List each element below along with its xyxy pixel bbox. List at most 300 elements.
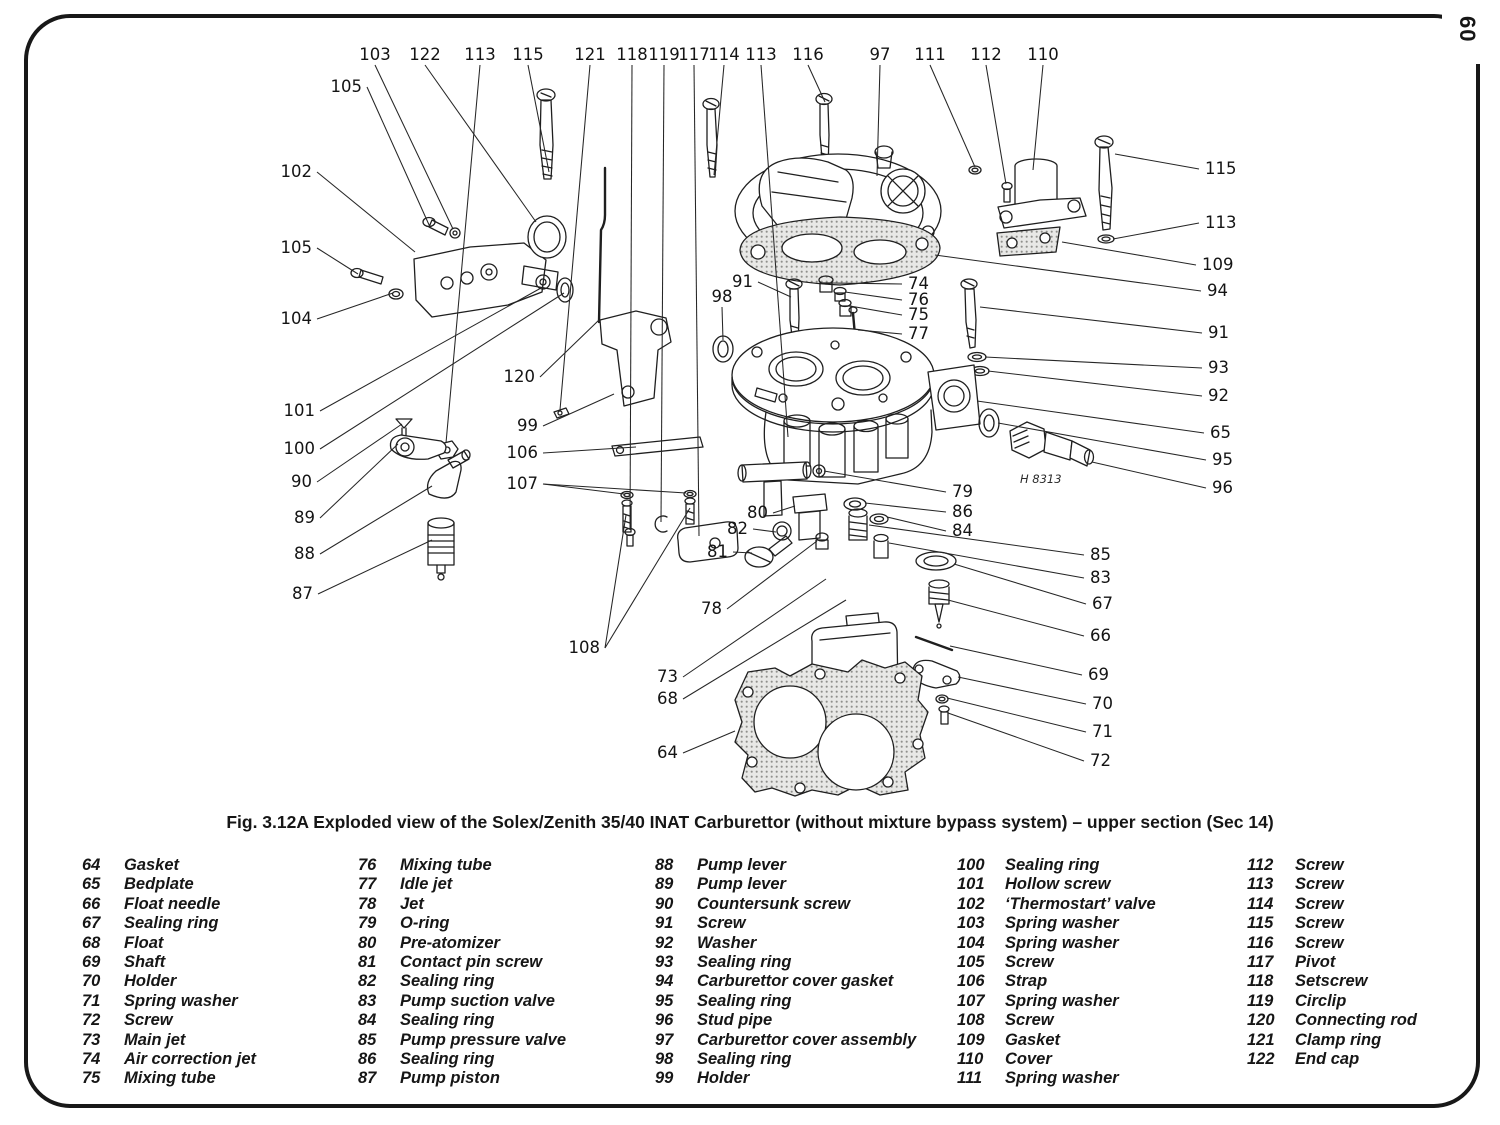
leader-lines: [317, 65, 1206, 761]
legend-item-name: Spring washer: [124, 991, 238, 1010]
callout-105: 105: [280, 238, 312, 257]
callout-85: 85: [1090, 545, 1111, 564]
legend-item: [655, 914, 916, 933]
legend-item: [1247, 1011, 1417, 1030]
part-81-contact-pin-screw: [745, 536, 792, 567]
legend-item: [957, 1011, 1156, 1030]
legend-item-number: 111: [957, 1069, 983, 1088]
callout-labels: [281, 45, 1237, 770]
leader-line: [935, 255, 1201, 291]
legend-item: [655, 1069, 916, 1088]
legend-item: [82, 992, 256, 1011]
legend-item-name: Stud pipe: [697, 1011, 773, 1030]
legend-item-name: Screw: [1295, 875, 1344, 894]
callout-101: 101: [283, 401, 315, 420]
leader-line: [605, 515, 626, 648]
legend-item: [655, 1031, 916, 1050]
legend-item-name: Hollow screw: [1005, 875, 1111, 894]
legend-item-number: 112: [1247, 856, 1274, 874]
legend-item-name: O-ring: [400, 914, 450, 933]
legend-item-name: Screw: [1295, 933, 1344, 952]
callout-73: 73: [657, 667, 678, 686]
leader-line: [986, 65, 1006, 184]
leader-line: [948, 600, 1084, 636]
part-72-screw: [939, 706, 949, 724]
leader-line: [630, 65, 632, 530]
legend-item-name: Screw: [1295, 856, 1344, 874]
leader-line: [540, 320, 599, 377]
legend-item-number: 69: [82, 952, 101, 971]
callout-94: 94: [1207, 281, 1228, 300]
legend-item-number: 88: [655, 856, 674, 874]
legend-item: [655, 972, 916, 991]
legend-item: [82, 1069, 256, 1088]
legend-item: [82, 953, 256, 972]
callout-66: 66: [1090, 626, 1111, 645]
legend-item: [1247, 972, 1417, 991]
legend-item-name: Cover: [1005, 1049, 1052, 1068]
callout-90: 90: [291, 472, 312, 491]
legend-item-name: Circlip: [1295, 991, 1347, 1010]
legend-item-name: Bedplate: [124, 875, 194, 894]
leader-line: [980, 307, 1202, 333]
legend-item-name: Pump piston: [400, 1069, 500, 1088]
leader-line: [722, 307, 723, 340]
leader-line: [727, 541, 817, 609]
leader-line: [865, 503, 946, 512]
legend-item-number: 79: [358, 914, 377, 933]
legend-item-name: Screw: [1005, 952, 1054, 971]
legend-item: [957, 914, 1156, 933]
legend-item-number: 118: [1247, 972, 1274, 991]
part-71-spring-washer: [936, 695, 948, 703]
legend-item-name: Spring washer: [1005, 1069, 1119, 1088]
legend-item-number: 116: [1247, 933, 1274, 952]
leader-line: [367, 87, 430, 227]
legend-item-number: 72: [82, 1011, 101, 1030]
leader-line: [543, 394, 614, 426]
callout-98: 98: [711, 287, 733, 306]
leader-line: [543, 484, 686, 493]
callout-119: 119: [648, 45, 680, 64]
callout-79: 79: [952, 482, 973, 501]
legend-item: [358, 953, 566, 972]
callout-67: 67: [1092, 594, 1113, 613]
legend-item: [358, 914, 566, 933]
callout-121: 121: [574, 45, 606, 64]
part-114-screw: [703, 99, 719, 178]
legend-item-number: 65: [82, 875, 101, 894]
part-95-sealing-ring: [979, 409, 999, 437]
part-66-float-needle: [929, 580, 949, 628]
legend-item: [358, 875, 566, 894]
legend-item-name: End cap: [1295, 1049, 1360, 1068]
legend-item: [655, 953, 916, 972]
legend-item-name: Holder: [124, 972, 177, 991]
leader-line: [425, 65, 536, 222]
legend-item: [82, 875, 256, 894]
legend-item-name: Idle jet: [400, 875, 453, 894]
legend-item: [358, 1069, 566, 1088]
legend-column-3: [655, 856, 916, 1089]
callout-104: 104: [280, 309, 312, 328]
legend-item: [1247, 875, 1417, 894]
legend-item-number: 86: [358, 1049, 377, 1068]
legend-column-2: [358, 856, 566, 1089]
leader-line: [317, 248, 358, 274]
callout-117: 117: [678, 45, 710, 64]
callout-92: 92: [1208, 386, 1229, 405]
leader-line: [850, 306, 902, 315]
leader-line: [375, 65, 453, 229]
legend-item: [957, 953, 1156, 972]
legend-item-number: 90: [655, 894, 674, 913]
callout-96: 96: [1212, 478, 1233, 497]
legend-item-number: 78: [358, 894, 377, 913]
legend-item-name: Holder: [697, 1069, 750, 1088]
legend-item: [358, 1031, 566, 1050]
legend-item: [82, 856, 256, 875]
part-115-screw-right: [1095, 136, 1113, 230]
callout-113: 113: [745, 45, 777, 64]
callout-107: 107: [506, 474, 538, 493]
legend-item-number: 102: [957, 894, 985, 913]
part-90-countersunk-screw: [396, 419, 412, 437]
legend-item: [655, 934, 916, 953]
callout-74: 74: [908, 274, 929, 293]
legend-item: [957, 1031, 1156, 1050]
legend-item-name: Sealing ring: [124, 914, 219, 933]
legend-item-number: 120: [1247, 1011, 1275, 1030]
legend-item-name: Mixing tube: [400, 856, 492, 874]
legend-item-name: Setscrew: [1295, 972, 1368, 991]
legend-item-number: 121: [1247, 1030, 1275, 1049]
legend-item-number: 84: [358, 1011, 377, 1030]
leader-line: [845, 292, 902, 300]
legend-item: [358, 895, 566, 914]
legend-item: [358, 1050, 566, 1069]
callout-72: 72: [1090, 751, 1111, 770]
legend-item-number: 94: [655, 972, 674, 991]
legend-item: [655, 856, 916, 875]
legend-item-number: 75: [82, 1069, 101, 1088]
legend-item: [655, 1011, 916, 1030]
legend-item-name: Sealing ring: [697, 952, 792, 971]
legend-item-name: Main jet: [124, 1030, 186, 1049]
callout-78: 78: [701, 599, 722, 618]
legend-item-number: 83: [358, 991, 377, 1010]
legend-item: [655, 992, 916, 1011]
legend-item-number: 92: [655, 933, 674, 952]
legend-item-name: Jet: [400, 894, 424, 913]
part-105-screw: [351, 269, 383, 285]
callout-70: 70: [1092, 694, 1113, 713]
legend-item-number: 82: [358, 972, 377, 991]
part-93-sealing-ring: [968, 353, 986, 362]
legend-item-name: Gasket: [124, 856, 180, 874]
leader-line: [948, 713, 1084, 761]
leader-line: [543, 484, 624, 494]
legend-item-name: Spring washer: [1005, 991, 1119, 1010]
legend-item-name: Contact pin screw: [400, 952, 543, 971]
legend-item-number: 80: [358, 933, 377, 952]
legend-item-name: Mixing tube: [124, 1069, 216, 1088]
leader-line: [950, 646, 1082, 675]
legend-item: [957, 895, 1156, 914]
legend-item: [1247, 953, 1417, 972]
callout-76: 76: [908, 290, 929, 309]
legend-item-name: Pivot: [1295, 952, 1336, 971]
part-64-gasket: [735, 660, 928, 796]
part-106-strap: [612, 437, 703, 456]
part-82-sealing-ring: [773, 522, 791, 540]
legend-item-name: Gasket: [1005, 1030, 1061, 1049]
callout-113: 113: [1205, 213, 1237, 232]
part-108-screws: [622, 498, 695, 532]
legend-item: [358, 972, 566, 991]
part-115-screw: [537, 89, 555, 179]
legend-item: [358, 1011, 566, 1030]
legend-column-5: [1247, 856, 1417, 1069]
legend-item: [358, 992, 566, 1011]
part-87-pump-piston: [428, 518, 454, 580]
legend-item-name: Spring washer: [1005, 914, 1119, 933]
part-91-screw-right: [961, 279, 977, 348]
legend-item-number: 81: [358, 952, 377, 971]
leader-line: [947, 698, 1086, 732]
leader-line: [683, 579, 826, 677]
part-110-cover: [998, 159, 1086, 228]
legend-item-name: Pump lever: [697, 875, 786, 894]
part-83-pump-suction-valve: [874, 535, 888, 559]
callout-122: 122: [409, 45, 441, 64]
legend-item: [957, 972, 1156, 991]
part-122-end-cap: [528, 216, 566, 258]
page-number: 60: [1455, 16, 1480, 43]
illustration-code: H 8313: [1020, 472, 1062, 486]
legend-item: [1247, 1031, 1417, 1050]
legend-item-number: 98: [655, 1049, 674, 1068]
legend-item-number: 107: [957, 991, 985, 1010]
legend-item: [82, 1050, 256, 1069]
legend-item-number: 101: [957, 875, 985, 894]
legend-item-name: Air correction jet: [124, 1049, 257, 1068]
legend-item-name: ‘Thermostart’ valve: [1005, 894, 1156, 913]
callout-91: 91: [732, 272, 753, 291]
legend-item-name: Pump pressure valve: [400, 1030, 566, 1049]
legend-item: [655, 895, 916, 914]
legend-item-number: 99: [655, 1069, 674, 1088]
legend-item-number: 93: [655, 952, 674, 971]
legend-item-name: Sealing ring: [1005, 856, 1100, 874]
part-118-setscrew: [625, 529, 635, 547]
callout-83: 83: [1090, 568, 1111, 587]
callout-103: 103: [359, 45, 391, 64]
callout-120: 120: [503, 367, 535, 386]
legend-item-name: Float needle: [124, 894, 221, 913]
callout-69: 69: [1088, 665, 1109, 684]
legend-item-number: 76: [358, 856, 377, 874]
legend-item-name: Washer: [697, 933, 757, 952]
legend-item-number: 119: [1247, 991, 1274, 1010]
legend-item-name: Screw: [1295, 914, 1344, 933]
legend-item-name: Carburettor cover assembly: [697, 1030, 917, 1049]
legend-item: [957, 934, 1156, 953]
callout-106: 106: [506, 443, 538, 462]
legend-item: [655, 875, 916, 894]
legend-item-name: Carburettor cover gasket: [697, 972, 894, 991]
part-85-pump-pressure-valve: [849, 509, 867, 540]
leader-line: [977, 401, 1204, 433]
legend-item-name: Pump lever: [697, 856, 786, 874]
callout-102: 102: [280, 162, 312, 181]
callout-95: 95: [1212, 450, 1233, 469]
legend-item-number: 108: [957, 1011, 985, 1030]
leader-line: [1033, 65, 1043, 170]
callout-105: 105: [330, 77, 362, 96]
legend-item: [1247, 934, 1417, 953]
callout-80: 80: [747, 503, 768, 522]
part-99-holder: [600, 311, 671, 406]
legend-item-number: 91: [655, 914, 674, 933]
legend-item-number: 73: [82, 1030, 101, 1049]
legend-item-number: 67: [82, 914, 101, 933]
legend-item: [358, 856, 566, 875]
leader-line: [317, 172, 415, 252]
part-109-gasket: [997, 227, 1060, 256]
legend-item-number: 103: [957, 914, 985, 933]
part-67-sealing-ring: [916, 552, 956, 570]
callout-77: 77: [908, 324, 929, 343]
part-103-spring-washer: [450, 228, 460, 238]
legend-item-name: Pump suction valve: [400, 991, 555, 1010]
legend-item-number: 113: [1247, 875, 1274, 894]
part-96-stud-pipe: [1010, 422, 1094, 466]
part-111-spring-washer: [969, 166, 981, 174]
legend-column-1: [82, 856, 256, 1089]
legend-item: [957, 856, 1156, 875]
legend-item-number: 100: [957, 856, 985, 874]
legend-item-number: 70: [82, 972, 101, 991]
legend-item-name: Strap: [1005, 972, 1048, 991]
legend-item-name: Sealing ring: [400, 1049, 495, 1068]
legend-item-name: Screw: [1005, 1011, 1054, 1030]
legend-item-number: 110: [957, 1049, 984, 1068]
legend-item-name: Sealing ring: [697, 991, 792, 1010]
callout-93: 93: [1208, 358, 1229, 377]
callout-112: 112: [970, 45, 1002, 64]
callout-97: 97: [869, 45, 891, 64]
callout-81: 81: [707, 542, 728, 561]
callout-75: 75: [908, 305, 929, 324]
callout-113: 113: [464, 45, 496, 64]
callout-89: 89: [294, 508, 315, 527]
legend-item-name: Screw: [124, 1011, 173, 1030]
leader-line: [318, 540, 432, 594]
leader-line: [694, 65, 699, 536]
callout-118: 118: [616, 45, 648, 64]
legend-item: [957, 1050, 1156, 1069]
part-75-mixing-tube: [839, 300, 851, 317]
part-84-sealing-ring: [870, 514, 888, 524]
legend-item-number: 97: [655, 1030, 674, 1049]
leader-line: [683, 731, 735, 753]
part-65-bedplate: [732, 328, 980, 484]
legend-item-name: Spring washer: [1005, 933, 1119, 952]
callout-111: 111: [914, 45, 946, 64]
legend-item: [957, 992, 1156, 1011]
legend-item-number: 117: [1247, 952, 1274, 971]
leader-line: [320, 486, 432, 554]
legend-item: [957, 875, 1156, 894]
leader-line: [930, 65, 975, 167]
legend-item: [82, 914, 256, 933]
legend-item: [957, 1069, 1156, 1088]
legend-item-name: Shaft: [124, 952, 166, 971]
legend-item: [82, 972, 256, 991]
callout-115: 115: [512, 45, 544, 64]
legend-item-number: 95: [655, 991, 674, 1010]
figure-caption: Fig. 3.12A Exploded view of the Solex/Zenith 35/40 INAT Carburettor (without mixture bypass system) – upper section (Sec 14): [226, 812, 1274, 832]
leader-line: [1092, 462, 1206, 488]
legend-item-name: Sealing ring: [400, 972, 495, 991]
legend-item-name: Screw: [697, 914, 746, 933]
part-121-clamp-ring: [554, 408, 569, 418]
legend-item-number: 87: [358, 1069, 377, 1088]
leader-line: [1113, 223, 1199, 239]
callout-68: 68: [657, 689, 678, 708]
part-113-washer-right: [1098, 235, 1114, 243]
legend-item: [1247, 914, 1417, 933]
legend-item: [82, 895, 256, 914]
legend-item: [1247, 895, 1417, 914]
legend-item: [82, 934, 256, 953]
legend-item-name: Clamp ring: [1295, 1030, 1382, 1049]
legend-column-4: [957, 856, 1156, 1089]
legend-item-name: Screw: [1295, 894, 1344, 913]
leader-line: [528, 65, 549, 172]
part-120-connecting-rod: [599, 168, 605, 322]
legend-item: [1247, 856, 1417, 875]
leader-line: [320, 444, 398, 518]
callout-110: 110: [1027, 45, 1059, 64]
legend-item-number: 68: [82, 933, 101, 952]
leader-line: [824, 471, 946, 492]
leader-line: [958, 677, 1086, 704]
legend-item-number: 109: [957, 1030, 985, 1049]
legend-item-number: 122: [1247, 1049, 1275, 1068]
legend-item-number: 66: [82, 894, 101, 913]
callout-115: 115: [1205, 159, 1237, 178]
callout-99: 99: [517, 416, 538, 435]
part-69-shaft: [916, 637, 952, 650]
legend-item-name: Connecting rod: [1295, 1011, 1417, 1030]
legend-item: [655, 1050, 916, 1069]
legend-item-number: 74: [82, 1049, 101, 1068]
legend-item-number: 64: [82, 856, 101, 874]
legend-item: [1247, 1050, 1417, 1069]
callout-100: 100: [283, 439, 315, 458]
legend-item-number: 89: [655, 875, 674, 894]
callout-114: 114: [708, 45, 740, 64]
callout-88: 88: [294, 544, 315, 563]
legend-item: [1247, 992, 1417, 1011]
callout-116: 116: [792, 45, 824, 64]
legend-item-number: 85: [358, 1030, 377, 1049]
legend-item-name: Pre-atomizer: [400, 933, 500, 952]
callout-86: 86: [952, 502, 973, 521]
leader-line: [889, 543, 1084, 578]
